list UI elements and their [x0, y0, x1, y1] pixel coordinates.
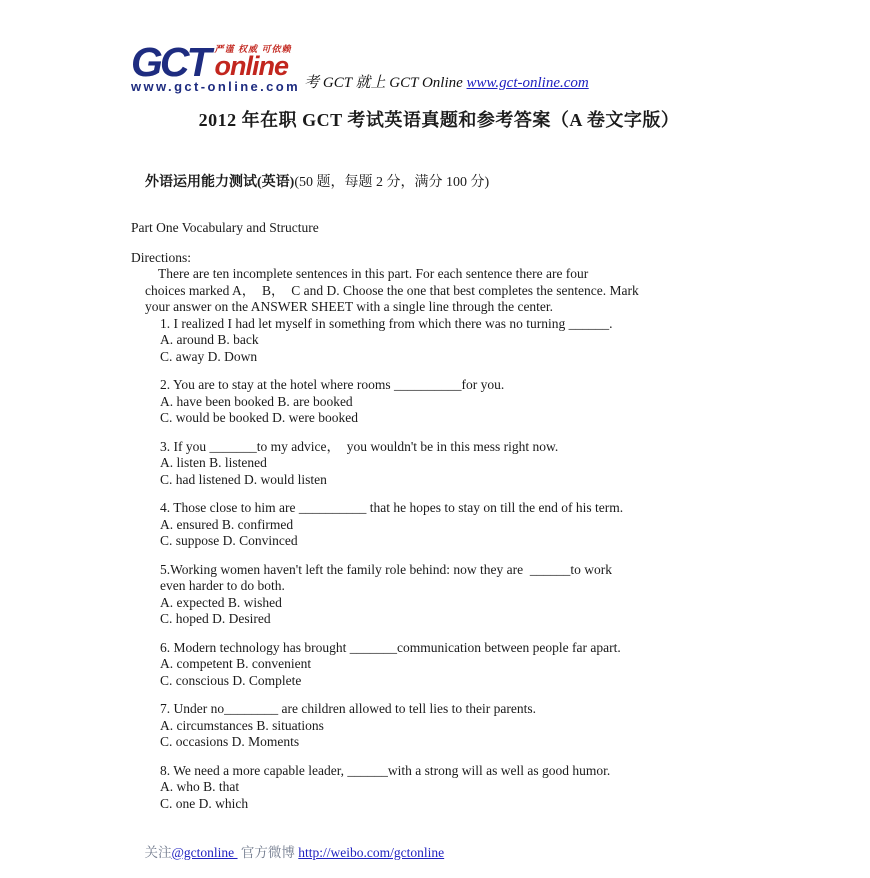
question-stem: 6. Modern technology has brought _______communication between people far apart.	[160, 639, 621, 655]
question-options: C. hoped D. Desired	[160, 611, 271, 626]
question-options: C. conscious D. Complete	[160, 672, 302, 688]
gct-online-logo	[131, 39, 301, 94]
section-heading-bold: 外语运用能力测试(英语)	[145, 175, 295, 190]
logo-gct-text: GCT	[131, 39, 209, 85]
page-title: 2012 年在职 GCT 考试英语真题和参考答案（A 卷文字版）	[198, 110, 680, 130]
questions-list	[131, 316, 747, 813]
tagline-link[interactable]: www.gct-online.com	[466, 75, 589, 91]
question-options: A. listen B. listened	[160, 455, 267, 470]
question-stem: 4. Those close to him are __________ that he hopes to stay on till the end of his term.	[160, 500, 624, 515]
question-options: C. away D. Down	[160, 348, 258, 364]
directions-line: choices marked A， B， C and D. Choose the one that best completes the sentence. Mark	[145, 282, 639, 298]
question-options: C. suppose D. Convinced	[160, 533, 298, 548]
question-stem: 5.Working women haven't left the family role behind: now they are ______to work	[160, 561, 612, 577]
page-footer	[131, 828, 747, 878]
footer-weibo-url-link[interactable]: http://weibo.com/gctonline	[298, 844, 445, 860]
question-stem: 8. We need a more capable leader, ______with a strong will as well as good humor.	[160, 762, 611, 778]
logo-wordmark	[131, 39, 300, 85]
question-options: C. would be booked D. were booked	[160, 410, 358, 425]
tagline	[300, 71, 589, 93]
question-options: A. ensured B. confirmed	[160, 516, 294, 532]
directions-line: There are ten incomplete sentences in this part. For each sentence there are four	[158, 266, 589, 281]
logo-slogan-text: 严谨 权威 可依赖	[214, 44, 292, 54]
question-options: A. who B. that	[160, 779, 240, 794]
question-options: A. have been booked B. are booked	[160, 393, 353, 409]
question-block	[160, 562, 747, 628]
footer-weibo-handle-link[interactable]: @gctonline	[171, 844, 238, 860]
question-options: A. competent B. convenient	[160, 656, 312, 671]
question-options: A. expected B. wished	[160, 594, 282, 610]
question-options: C. one D. which	[160, 795, 249, 811]
question-options: A. circumstances B. situations	[160, 717, 324, 733]
question-block	[160, 500, 747, 550]
directions-line: your answer on the ANSWER SHEET with a single line through the center.	[145, 299, 554, 314]
question-block	[160, 701, 747, 751]
directions-label: Directions:	[131, 250, 191, 265]
logo-url-text: www.gct-online.com	[131, 79, 301, 94]
question-stem: 3. If you _______to my advice， you wouldn't be in this mess right now.	[160, 438, 559, 454]
question-stem: even harder to do both.	[160, 578, 285, 593]
footer-prefix: 关注	[144, 844, 172, 860]
question-block	[160, 316, 747, 366]
question-block	[160, 377, 747, 427]
question-block	[160, 640, 747, 690]
question-stem: 1. I realized I had let myself in something from which there was no turning ______.	[160, 315, 613, 331]
site-header	[131, 39, 747, 94]
logo-right-stack	[214, 44, 292, 81]
question-options: C. had listened D. would listen	[160, 471, 327, 487]
question-options: A. around B. back	[160, 332, 259, 347]
question-options: C. occasions D. Moments	[160, 734, 300, 749]
logo-online-text: online	[214, 51, 289, 81]
footer-middle: 官方微博	[237, 844, 299, 860]
tagline-text: 考 GCT 就上 GCT Online	[304, 75, 467, 91]
question-block	[160, 763, 747, 813]
question-stem: 7. Under no________ are children allowed to tell lies to their parents.	[160, 701, 537, 716]
question-block	[160, 439, 747, 489]
part-heading: Part One Vocabulary and Structure	[131, 220, 319, 235]
section-heading-rest: (50 题，每题 2 分，满分 100 分)	[294, 175, 490, 190]
section-heading	[131, 155, 747, 207]
question-stem: 2. You are to stay at the hotel where rooms __________for you.	[160, 377, 505, 392]
directions-paragraph	[131, 266, 747, 316]
